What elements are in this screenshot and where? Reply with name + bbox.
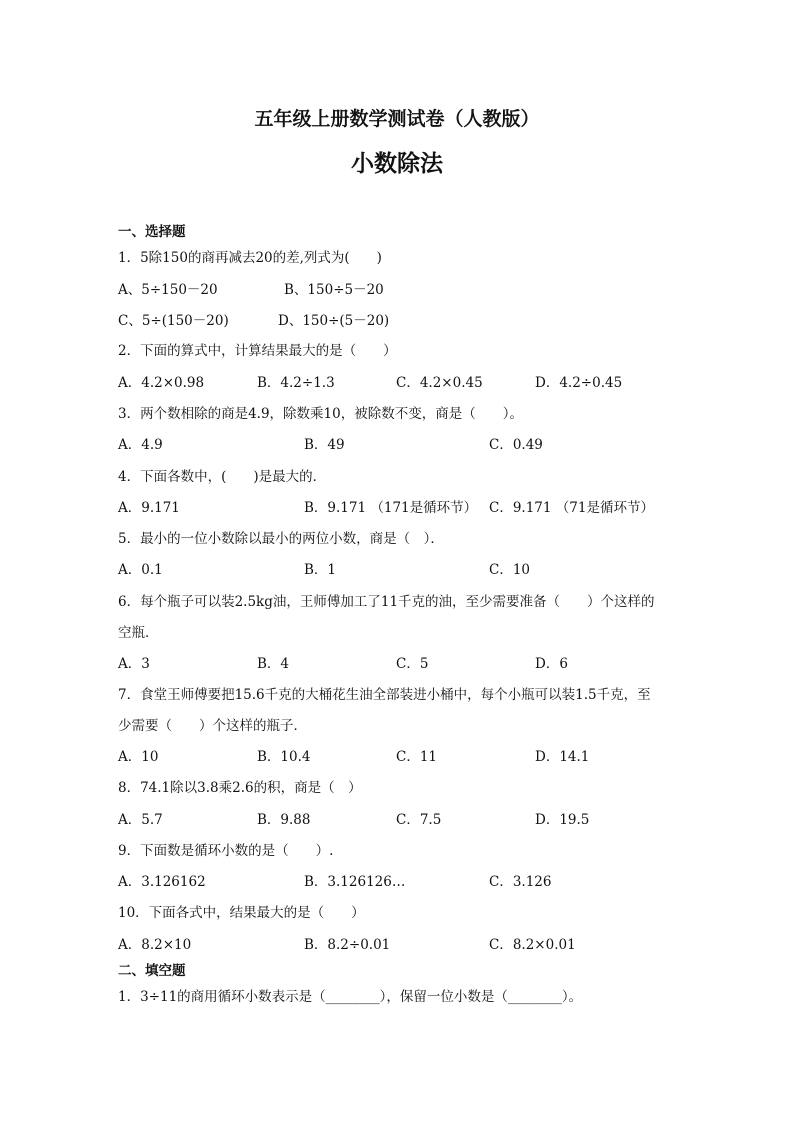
q6-option-a: A．3 [118, 656, 150, 672]
q7-option-b: B．10.4 [257, 749, 311, 765]
q5-option-a: A．0.1 [118, 562, 163, 578]
section-heading-choice: 一、选择题 [118, 224, 186, 240]
q4-option-a: A．9.171 [118, 500, 180, 516]
q8-option-d: D．19.5 [535, 812, 590, 828]
question-3: 3．两个数相除的商是4.9，除数乘10，被除数不变，商是（ ）。 [118, 406, 523, 422]
q2-option-c: C．4.2×0.45 [396, 375, 483, 391]
q9-option-a: A．3.126162 [118, 874, 206, 890]
q7-option-a: A．10 [118, 749, 159, 765]
exam-subtitle: 小数除法 [351, 150, 443, 177]
q1-option-b: B、150÷5－20 [284, 282, 384, 298]
q1-option-c: C、5÷(150－20) [118, 313, 229, 329]
q6-option-d: D．6 [535, 656, 568, 672]
q4-option-c: C．9.171 （71是循环节） [489, 500, 654, 516]
q6-option-c: C．5 [396, 656, 429, 672]
q4-option-b: B．9.171 （171是循环节） [304, 500, 478, 516]
question-5: 5．最小的一位小数除以最小的两位小数，商是（ ）． [118, 531, 444, 547]
q10-option-c: C．8.2×0.01 [489, 937, 576, 953]
section-heading-fill: 二、填空题 [118, 963, 186, 979]
q5-option-c: C．10 [489, 562, 531, 578]
q10-option-a: A．8.2×10 [118, 937, 192, 953]
question-8: 8．74.1除以3.8乘2.6的积，商是（ ） [118, 780, 362, 796]
q9-option-b: B．3.126126… [304, 874, 406, 890]
question-6-line-1: 6．每个瓶子可以装2.5kg油，王师傅加工了11千克的油，至少需要准备（ ）个这样的 [118, 594, 655, 610]
q7-option-d: D．14.1 [535, 749, 590, 765]
q8-option-c: C．7.5 [396, 812, 442, 828]
question-9: 9．下面数是循环小数的是（ ）. [118, 843, 334, 859]
question-2: 2．下面的算式中，计算结果最大的是（ ） [118, 343, 397, 359]
q2-option-b: B．4.2÷1.3 [257, 375, 335, 391]
q5-option-b: B．1 [304, 562, 337, 578]
q8-option-a: A．5.7 [118, 812, 163, 828]
question-1: 1．5除150的商再减去20的差,列式为( ) [118, 250, 382, 266]
q9-option-c: C．3.126 [489, 874, 552, 890]
question-10: 10．下面各式中，结果最大的是（ ） [118, 905, 365, 921]
q6-option-b: B．4 [257, 656, 290, 672]
q1-option-a: A、5÷150－20 [118, 282, 218, 298]
q8-option-b: B．9.88 [257, 812, 311, 828]
q10-option-b: B．8.2÷0.01 [304, 937, 391, 953]
q3-option-a: A．4.9 [118, 437, 163, 453]
q3-option-c: C．0.49 [489, 437, 543, 453]
q7-option-c: C．11 [396, 749, 438, 765]
question-7-line-2: 少需要（ ）个这样的瓶子． [118, 718, 307, 734]
question-6-line-2: 空瓶． [118, 625, 159, 641]
q3-option-b: B．49 [304, 437, 345, 453]
question-7-line-1: 7．食堂王师傅要把15.6千克的大桶花生油全部装进小桶中，每个小瓶可以装1.5千克，至 [118, 687, 651, 703]
q2-option-a: A．4.2×0.98 [118, 375, 205, 391]
exam-title: 五年级上册数学测试卷（人教版） [254, 108, 540, 130]
q2-option-d: D．4.2÷0.45 [535, 375, 623, 391]
q1-option-d: D、150÷(5－20) [278, 313, 390, 329]
fill-question-1: 1．3÷11的商用循环小数表示是（________），保留一位小数是（________）。 [118, 989, 583, 1005]
question-4: 4．下面各数中，( )是最大的． [118, 469, 327, 485]
